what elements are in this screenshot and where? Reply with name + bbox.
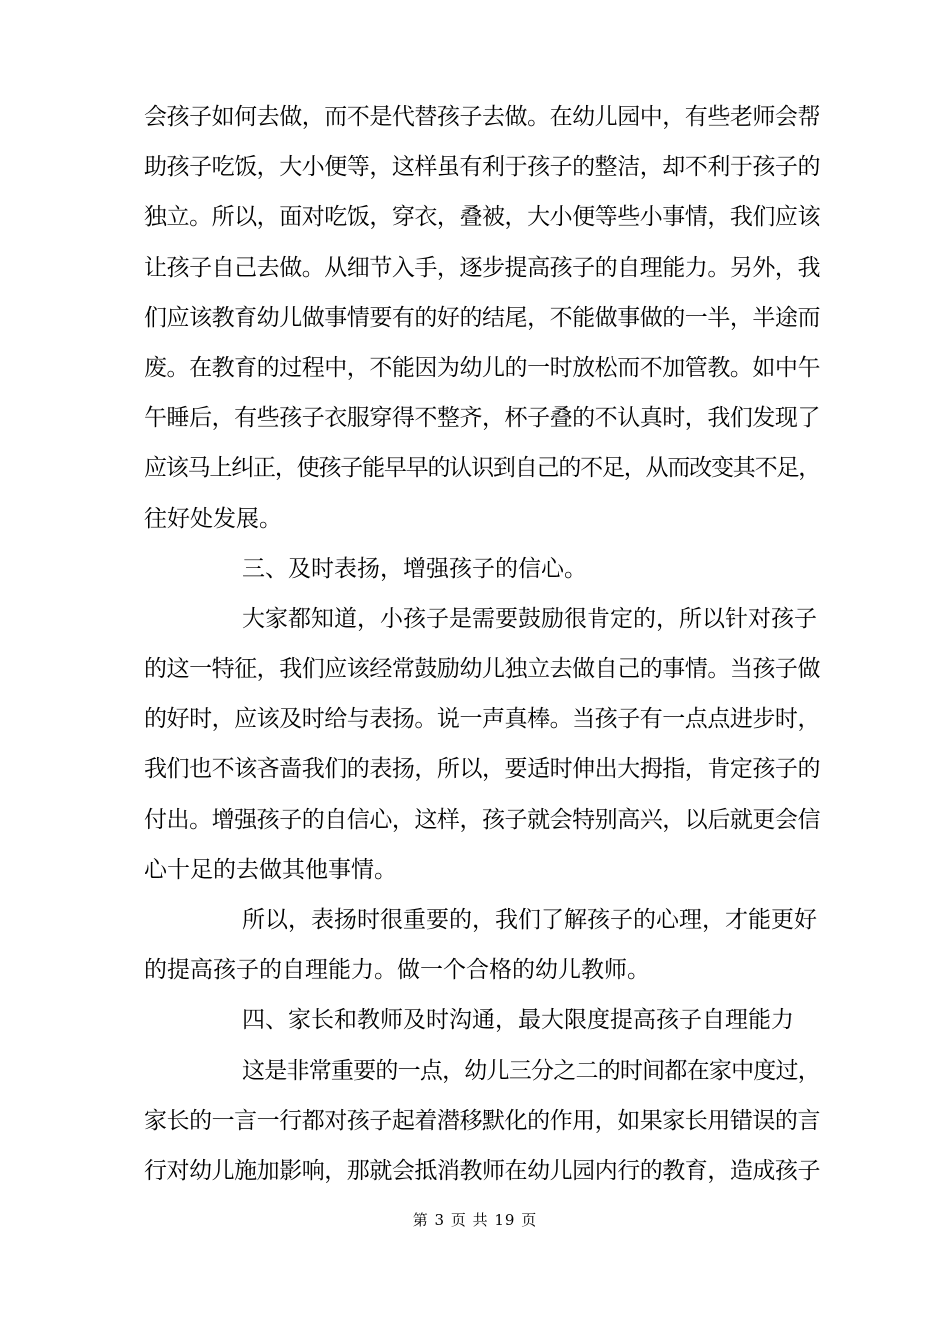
section-heading: 四、家长和教师及时沟通，最大限度提高孩子自理能力: [242, 1007, 794, 1034]
text-line: 付出。增强孩子的自信心，这样，孩子就会特别高兴，以后就更会信: [144, 806, 821, 833]
section-heading: 三、及时表扬，增强孩子的信心。: [242, 555, 587, 582]
text-line: 大家都知道，小孩子是需要鼓励很肯定的，所以针对孩子: [242, 605, 817, 632]
text-line: 行对幼儿施加影响，那就会抵消教师在幼儿园内行的教育，造成孩子: [144, 1157, 821, 1184]
text-line: 这是非常重要的一点，幼儿三分之二的时间都在家中度过，: [242, 1057, 821, 1084]
body-text: [144, 92, 820, 1196]
text-line: 往好处发展。: [144, 505, 282, 532]
text-line: 应该马上纠正，使孩子能早早的认识到自己的不足，从而改变其不足，: [144, 455, 821, 482]
text-line: 家长的一言一行都对孩子起着潜移默化的作用，如果家长用错误的言: [144, 1107, 821, 1134]
text-line: 让孩子自己去做。从细节入手，逐步提高孩子的自理能力。另外，我: [144, 254, 821, 281]
text-line: 我们也不该吝啬我们的表扬，所以，要适时伸出大拇指，肯定孩子的: [144, 756, 821, 783]
text-line: 午睡后，有些孩子衣服穿得不整齐，杯子叠的不认真时，我们发现了: [144, 405, 821, 432]
text-line: 会孩子如何去做，而不是代替孩子去做。在幼儿园中，有些老师会帮: [144, 104, 821, 130]
text-line: 助孩子吃饭，大小便等，这样虽有利于孩子的整洁，却不利于孩子的: [144, 154, 821, 181]
text-line: 的这一特征，我们应该经常鼓励幼儿独立去做自己的事情。当孩子做: [144, 656, 821, 683]
text-line: 们应该教育幼儿做事情要有的好的结尾，不能做事做的一半，半途而: [144, 304, 821, 331]
text-line: 心十足的去做其他事情。: [144, 856, 397, 883]
text-line: 独立。所以，面对吃饭，穿衣，叠被，大小便等些小事情，我们应该: [144, 204, 821, 231]
text-line: 所以，表扬时很重要的，我们了解孩子的心理，才能更好: [242, 907, 817, 933]
text-line: 的提高孩子的自理能力。做一个合格的幼儿教师。: [144, 957, 650, 984]
text-line: 的好时，应该及时给与表扬。说一声真棒。当孩子有一点点进步时，: [144, 706, 821, 733]
text-line: 废。在教育的过程中，不能因为幼儿的一时放松而不加管教。如中午: [144, 354, 821, 381]
page-footer: 第 3 页 共 19 页: [412, 1211, 538, 1229]
